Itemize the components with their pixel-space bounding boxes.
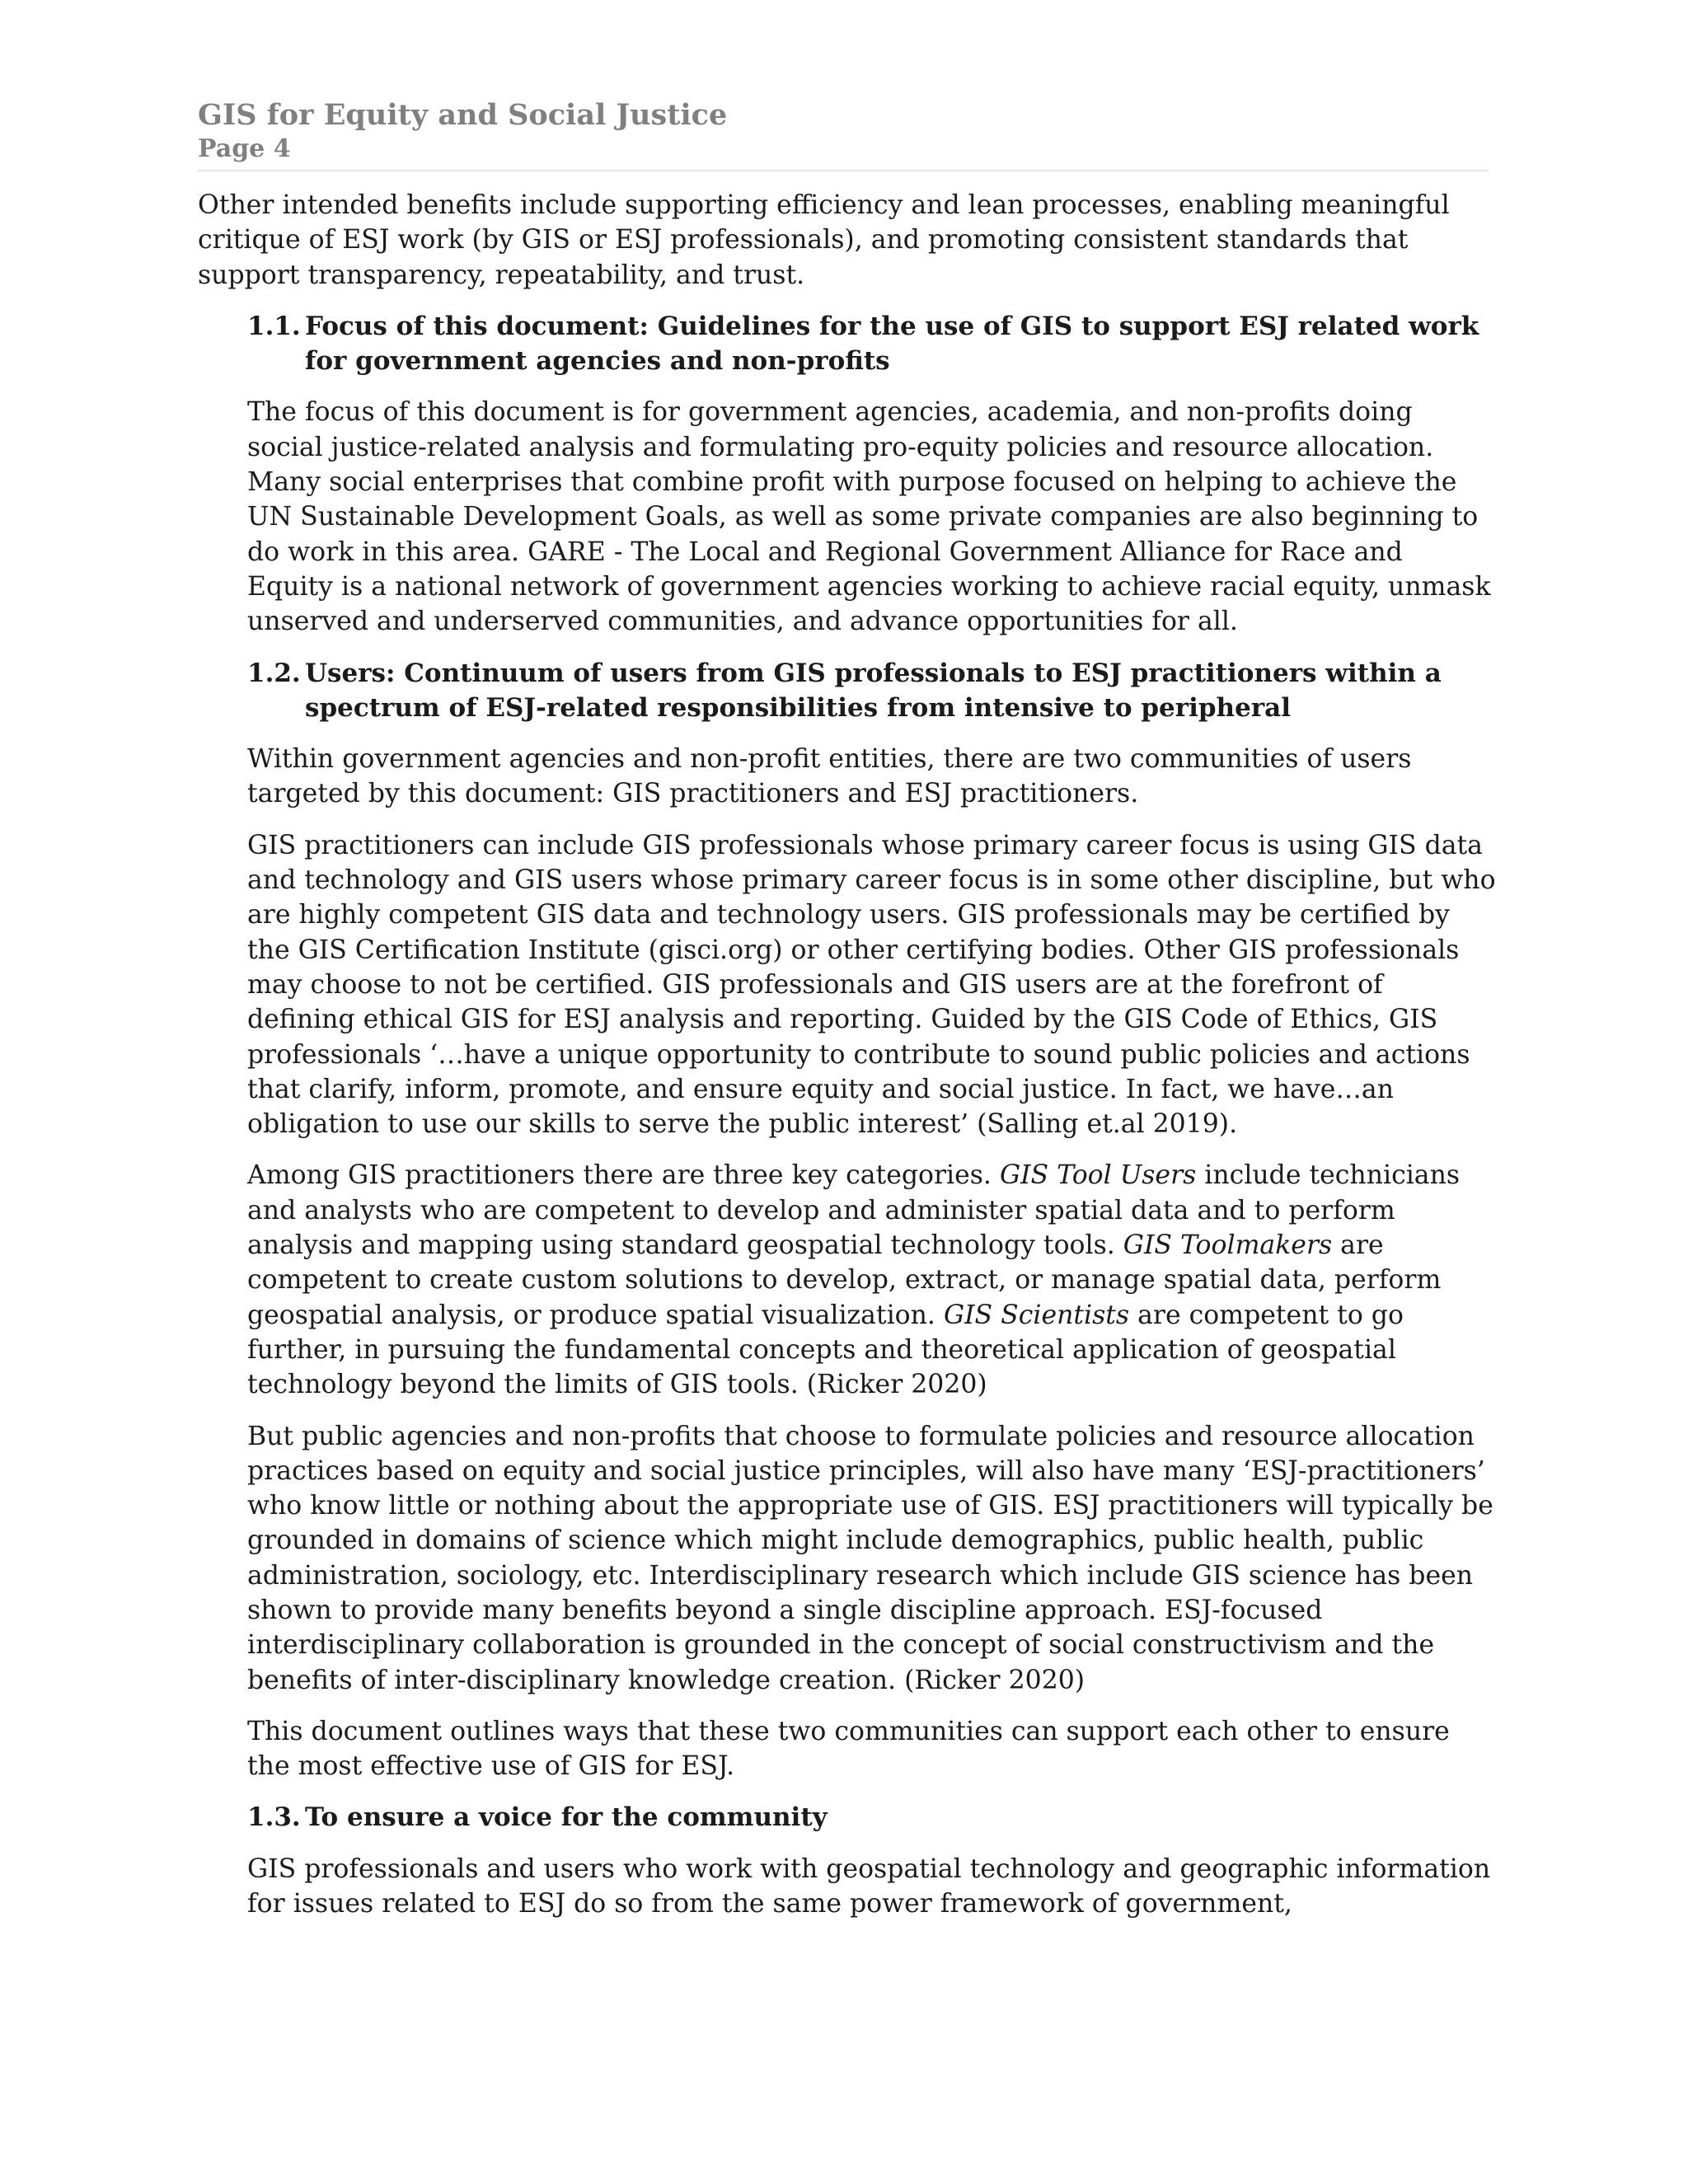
section-number: 1.2. [247, 658, 301, 688]
text-run: Among GIS practitioners there are three key categories. [247, 1160, 1000, 1191]
document-title: GIS for Equity and Social Justice [198, 98, 728, 132]
text-run: are competent to create custom solutions to develop, extract, or manage spatial data, perform geospatial analysis, or produce spatial visualization. [247, 1230, 1442, 1330]
term-gis-scientists: GIS Scientists [943, 1300, 1130, 1330]
text-run: include technicians and analysts who are competent to develop and administer spatial data and to perform analysis and mapping using standard geospatial technology tools. [247, 1160, 1461, 1261]
paragraph: This document outlines ways that these two communities can support each other to ensure the most effective use of GIS for ESJ. [247, 1716, 1450, 1782]
term-gis-toolmakers: GIS Toolmakers [1123, 1230, 1333, 1261]
paragraph-gis-categories [247, 1158, 1496, 1402]
section-title: Users: Continuum of users from GIS professionals to ESJ practitioners within a spectrum of ESJ-related responsibilities from intensive to peripheral [305, 658, 1442, 723]
section-heading-1-1 [247, 309, 1496, 379]
paragraph: GIS professionals and users who work with geospatial technology and geographic information for issues related to ESJ do so from the same power framework of government, [247, 1854, 1491, 1919]
paragraph: GIS practitioners can include GIS professionals whose primary career focus is using GIS data and technology and GIS users whose primary career focus is in some other discipline, but who are highly competent GIS data and technology users. GIS professionals may be certified by the GIS Certification Institute (gisci.org) or other certifying bodies. Other GIS professionals may choose to not be certified. GIS professionals and GIS users are at the forefront of defining ethical GIS for ESJ analysis and reporting. Guided by the GIS Code of Ethics, GIS professionals ‘…have a unique opportunity to contribute to sound public policies and actions that clarify, inform, promote, and ensure equity and social justice. In fact, we have…an obligation to use our skills to serve the public interest’ (Salling et.al 2019). [247, 830, 1496, 1140]
section-heading-1-3 [247, 1800, 1496, 1835]
paragraph: But public agencies and non-profits that choose to formulate policies and resource allocation practices based on equity and social justice principles, will also have many ‘ESJ-practitioners’ who know little or nothing about the appropriate use of GIS. ESJ practitioners will typically be grounded in domains of science which might include demographics, public health, public administration, sociology, etc. Interdisciplinary research which include GIS science has been shown to provide many benefits beyond a single discipline approach. ESJ-focused interdisciplinary collaboration is grounded in the concept of social constructivism and the benefits of inter-disciplinary knowledge creation. (Ricker 2020) [247, 1421, 1493, 1695]
document-body [198, 188, 1496, 1938]
section-heading-1-2 [247, 656, 1496, 726]
text-run: are competent to go further, in pursuing the fundamental concepts and theoretical application of geospatial technology beyond the limits of GIS tools. (Ricker 2020) [247, 1300, 1404, 1400]
section-title: Focus of this document: Guidelines for the use of GIS to support ESJ related work for government agencies and non-profits [305, 311, 1479, 377]
intro-paragraph: Other intended benefits include supporting efficiency and lean processes, enabling meaningful critique of ESJ work (by GIS or ESJ professionals), and promoting consistent standards that support transparency, repeatability, and trust. [198, 190, 1450, 290]
section-number: 1.1. [247, 311, 301, 341]
paragraph: The focus of this document is for government agencies, academia, and non-profits doing social justice-related analysis and formulating pro-equity policies and resource allocation. Many social enterprises that combine profit with purpose focused on helping to achieve the UN Sustainable Development Goals, as well as some private companies are also beginning to do work in this area. GARE - The Local and Regional Government Alliance for Race and Equity is a national network of government agencies working to achieve racial equity, unmask unserved and underserved communities, and advance opportunities for all. [247, 397, 1491, 637]
page-number: Page 4 [198, 134, 291, 163]
section-number: 1.3. [247, 1802, 301, 1833]
section-title: To ensure a voice for the community [305, 1802, 828, 1833]
term-gis-tool-users: GIS Tool Users [999, 1160, 1197, 1191]
paragraph: Within government agencies and non-profit entities, there are two communities of users targeted by this document: GIS practitioners and ESJ practitioners. [247, 744, 1412, 809]
page-header [198, 97, 1489, 171]
